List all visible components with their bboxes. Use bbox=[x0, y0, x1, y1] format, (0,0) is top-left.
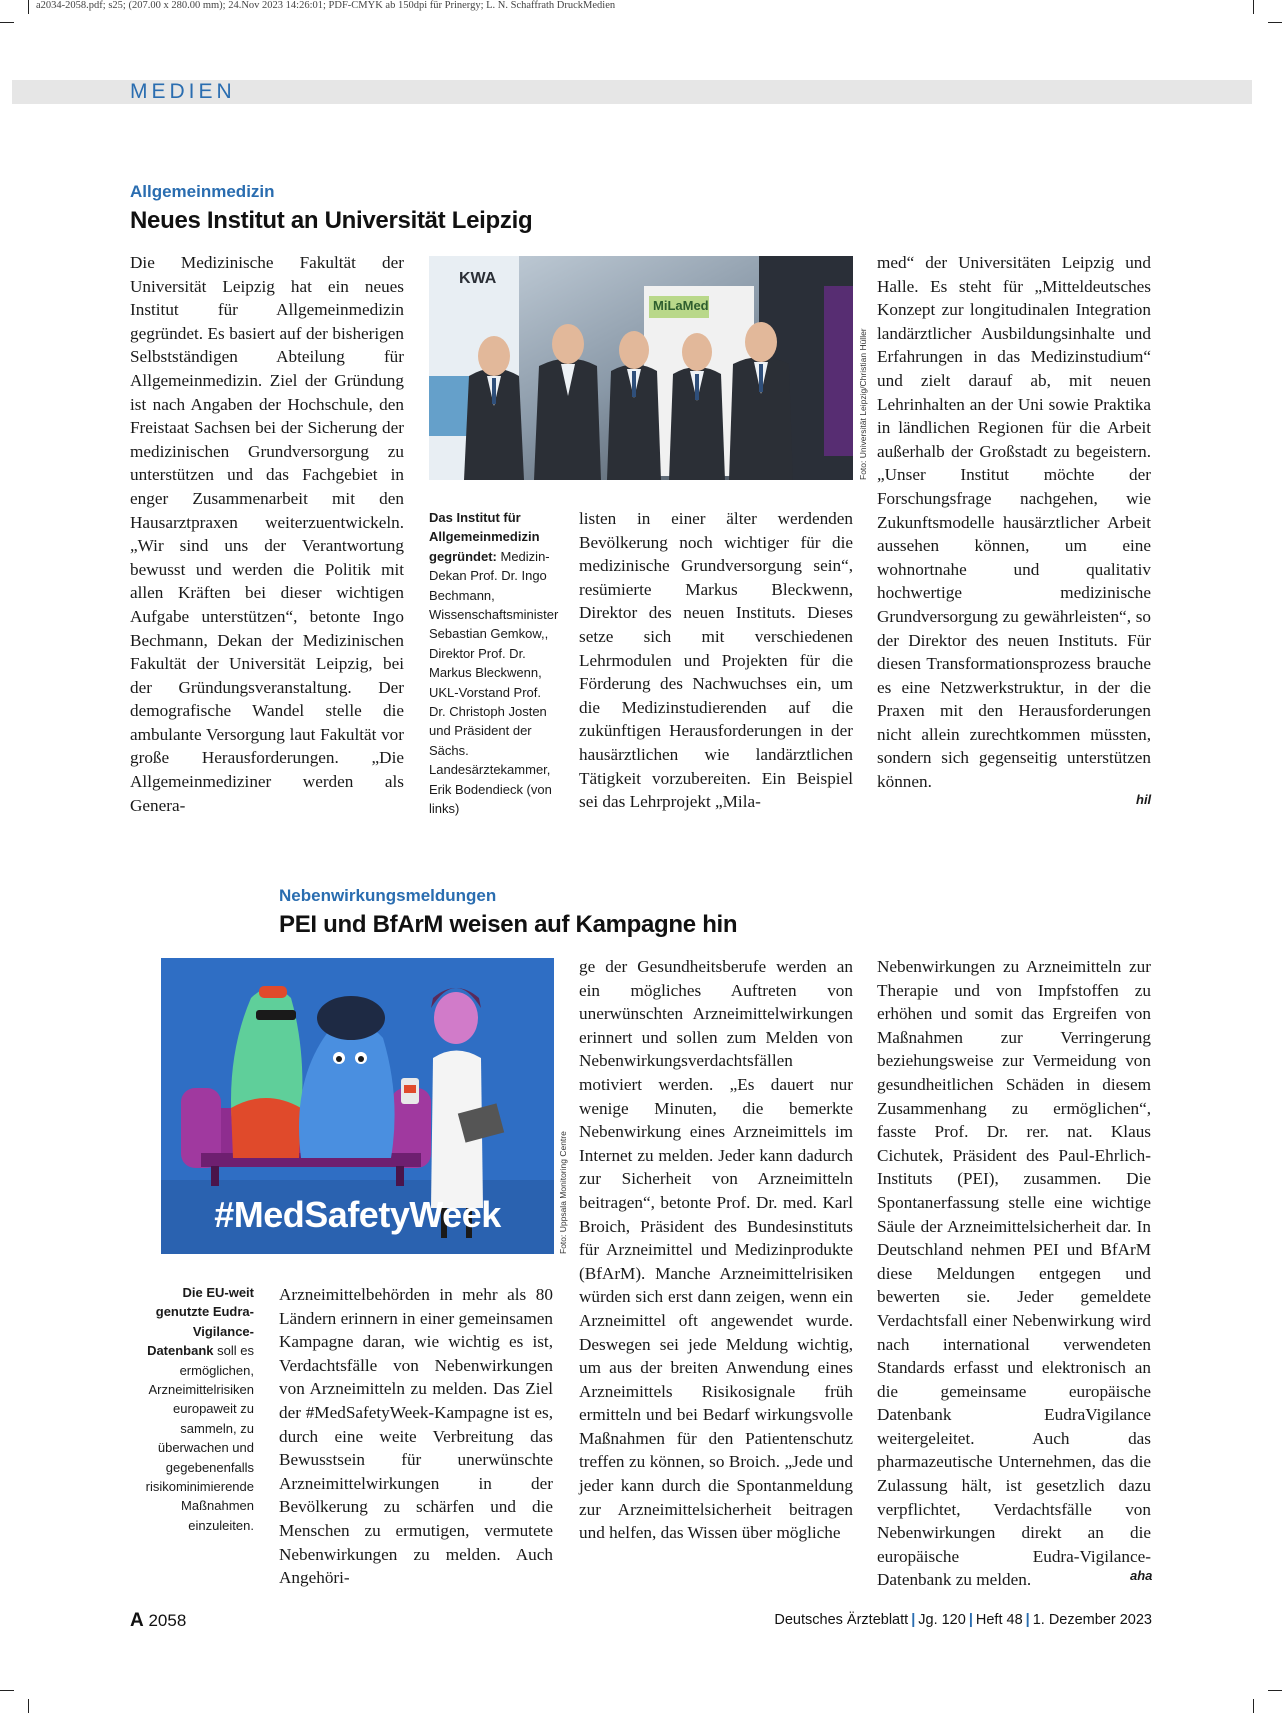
journal-date: 1. Dezember 2023 bbox=[1032, 1612, 1152, 1628]
photo-banner-text: MiLaMed bbox=[653, 298, 709, 313]
crop-mark bbox=[28, 1699, 29, 1713]
article1-photo bbox=[429, 256, 853, 480]
crop-mark bbox=[1268, 22, 1282, 23]
crop-mark bbox=[1253, 0, 1254, 14]
article2-kicker: Nebenwirkungsmeldungen bbox=[279, 886, 497, 905]
section-label: MEDIEN bbox=[130, 80, 236, 103]
journal-volume: Jg. 120 bbox=[918, 1612, 966, 1628]
article1-headline: Neues Institut an Universität Leipzig bbox=[130, 207, 533, 234]
article2-illustration bbox=[161, 958, 554, 1254]
article1-column-1: Die Medizinische Fakultät der Universität Leipzig hat ein neues Institut für Allgemeinmedizin gegründet. Es basiert auf der bisherigen Selbstständigen Abteilung für Allgemeinmedizin. Ziel der Gründung ist nach Angaben der Hochschule, den Freistaat Sachsen bei der Sicherung der medizinischen Grundversorgung zu unterstützen und das Fachgebiet in enger Zusammenarbeit mit den Hausarztpraxen weiterzuentwickeln. „Wir sind uns der Verantwortung bewusst und werden die Politik mit allen Kräften bei dieser wichtigen Aufgabe unterstützen“, betonte Ingo Bechmann, Dekan der Medizinischen Fakultät der Universität Leipzig, bei der Gründungsveranstaltung. Der demografische Wandel stelle die ambulante Versorgung laut Fakultät vor große Herausforderungen. „Die Allgemeinmediziner werden als Genera- bbox=[130, 253, 404, 815]
article1-column-3-text: med“ der Universitäten Leipzig und Halle. Es steht für „Mitteldeutsches Konzept zur longitudinalen Integration landärztlicher Ausbildungsinhalte und Erfahrungen in das Medizinstudium“ und zielt darauf ab, mit neuen Lehrinhalten an der Uni sowie Praktika in ländlichen Regionen für die Arbeit außerhalb der Großstadt zu begeistern. „Unser Institut möchte der Forschungsfrage nachgehen, wie Zukunftsmodelle hausärztlicher Arbeit aussehen können, um eine wohnortnahe und qualitativ hochwertige medizinische Grundversorgung zu gewährleisten“, so der Direktor des neuen Instituts. Für diesen Transformationsprozess brauche es eine Netzwerkstruktur, in der die Praxen mit den Herausforderungen nicht allein zurechtkommen müssten, sondern sich gegenseitig unterstützen können. bbox=[877, 253, 1151, 792]
page-number bbox=[130, 1610, 186, 1632]
journal-footer bbox=[774, 1612, 1152, 1628]
article2-column-1: Arzneimittelbehörden in mehr als 80 Ländern erinnern in einer gemeinsamen Kampagne daran, wie wichtig es ist, Verdachtsfälle von Nebenwirkungen von Arzneimitteln zu melden. Das Ziel der #MedSafetyWeek-Kampagne ist es, durch eine weite Verbreitung das Bewusstsein für unerwünschte Arzneimittelwirkungen in der Bevölkerung zu schärfen und die Menschen zu ermutigen, vermutete Nebenwirkungen zu melden. Auch Angehöri- bbox=[279, 1285, 553, 1588]
crop-mark bbox=[0, 22, 14, 23]
print-header: a2034-2058.pdf; s25; (207.00 x 280.00 mm); 24.Nov 2023 14:26:01; PDF-CMYK ab 150dpi für Prinergy; L. N. Schaffrath DruckMedien bbox=[36, 0, 616, 11]
article1-kicker: Allgemeinmedizin bbox=[130, 182, 275, 201]
footer-separator: | bbox=[911, 1612, 916, 1628]
article1-author-tag: hil bbox=[1136, 792, 1152, 807]
article2-caption bbox=[140, 1283, 254, 1535]
footer-separator: | bbox=[1025, 1612, 1030, 1628]
caption-lead: Die EU-weit genutzte Eudra-Vigilance-Datenbank bbox=[147, 1285, 254, 1359]
group-photo-illustration bbox=[429, 256, 853, 480]
article1-photo-credit: Foto: Universität Leipzig/Christian Hüller bbox=[858, 328, 868, 480]
article2-headline: PEI und BfArM weisen auf Kampagne hin bbox=[279, 911, 738, 938]
article2-image-credit: Foto: Uppsala Monitoring Centre bbox=[558, 1131, 568, 1254]
photo-banner-text: KWA bbox=[459, 270, 497, 287]
journal-issue: Heft 48 bbox=[975, 1612, 1023, 1628]
page-number-value: 2058 bbox=[148, 1611, 187, 1630]
article1-caption bbox=[429, 508, 559, 819]
article2-author-tag: aha bbox=[1130, 1568, 1153, 1583]
article2-column-3: Nebenwirkungen zu Arzneimitteln zur Therapie und von Impfstoffen zu erhöhen und somit das Ergreifen von Maßnahmen zur Verringerung beziehungsweise zur Vermeidung von gesundheitlichen Schäden in diesem Zusammenhang zu ermöglichen“, fasste Prof. Dr. rer. nat. Klaus Cichutek, Präsident des Paul-Ehrlich-Instituts (PEI), zusammen. Die Spontanerfassung stelle eine wichtige Säule der Arzneimittelsicherheit dar. In Deutschland nehmen PEI und BfArM diese Meldungen entgegen und bewerten sie. Jeder gemeldete Verdachtsfall einer Nebenwirkung wird nach international verwendeten Standards erfasst und elektronisch an die gemeinsame europäische Datenbank EudraVigilance weitergeleitet. Auch das pharmazeutische Unternehmen, das die Zulassung hält, ist gesetzlich dazu verpflichtet, Verdachtsfälle von Nebenwirkungen direkt an die europäische Eudra-Vigilance-Datenbank zu melden. bbox=[877, 957, 1151, 1590]
footer-separator: | bbox=[968, 1612, 973, 1628]
caption-text: soll es ermöglichen, Arzneimittelrisiken europaweit zu sammeln, zu überwachen und gegebenenfalls risikominimierende Maßnahmen einzuleiten. bbox=[145, 1343, 254, 1533]
crop-mark bbox=[28, 0, 29, 14]
journal-name: Deutsches Ärzteblatt bbox=[774, 1612, 909, 1628]
caption-text: Medizin-Dekan Prof. Dr. Ingo Bechmann, Wissenschaftsminister Sebastian Gemkow,, Direktor Prof. Dr. Markus Bleckwenn, UKL-Vorstand Prof. Dr. Christoph Josten und Präsident der Sächs. Landesärztekammer, Erik Bodendieck (von links) bbox=[429, 548, 559, 817]
article2-column-2: ge der Gesundheitsberufe werden an ein mögliches Auftreten von unerwünschten Arzneimittelwirkungen erinnert und sollen zum Melden von Nebenwirkungsverdachtsfällen motiviert werden. „Es dauert nur wenige Minuten, die bemerkte Nebenwirkung eines Arzneimittels im Internet zu melden. Jeder kann dadurch zur Sicherheit von Arzneimitteln beitragen“, betonte Prof. Dr. med. Karl Broich, Präsident des Bundesinstituts für Arzneimittel und Medizinprodukte (BfArM). Manche Arzneimittelrisiken würden sich erst dann zeigen, wenn ein Arzneimittel oft angewendet wurde. Deswegen sei jede Meldung wichtig, um aus der breiten Anwendung eines Arzneimittels Risikosignale früh ermitteln und bei Bedarf wirkungsvolle Maßnahmen für den Patientenschutz treffen zu können, so Broich. „Jede und jeder kann durch die Spontanmeldung zur Arzneimittelsicherheit beitragen und helfen, das Wissen über mögliche bbox=[579, 957, 853, 1543]
caption-lead: Das Institut für Allgemeinmedizin gegründet: bbox=[429, 510, 540, 564]
crop-mark bbox=[1253, 1699, 1254, 1713]
illustration-hashtag: #MedSafetyWeek bbox=[214, 1194, 501, 1235]
article1-column-3 bbox=[877, 251, 1151, 794]
crop-mark bbox=[1268, 1690, 1282, 1691]
crop-mark bbox=[0, 1690, 14, 1691]
article1-column-2: listen in einer älter werdenden Bevölkerung noch wichtiger für die medizinische Grundversorgung sein“, resümierte Markus Bleckwenn, Direktor des neuen Instituts. Dieses setze sich mit verschiedenen Lehrmodulen und Projekten für die Förderung des Nachwuchses ein, um die Medizinstudierenden auf die zukünftigen Herausforderungen in der hausärztlichen wie landärztlichen Tätigkeit vorzubereiten. Ein Beispiel sei das Lehrprojekt „Mila- bbox=[579, 509, 853, 812]
page-prefix: A bbox=[130, 1610, 144, 1631]
